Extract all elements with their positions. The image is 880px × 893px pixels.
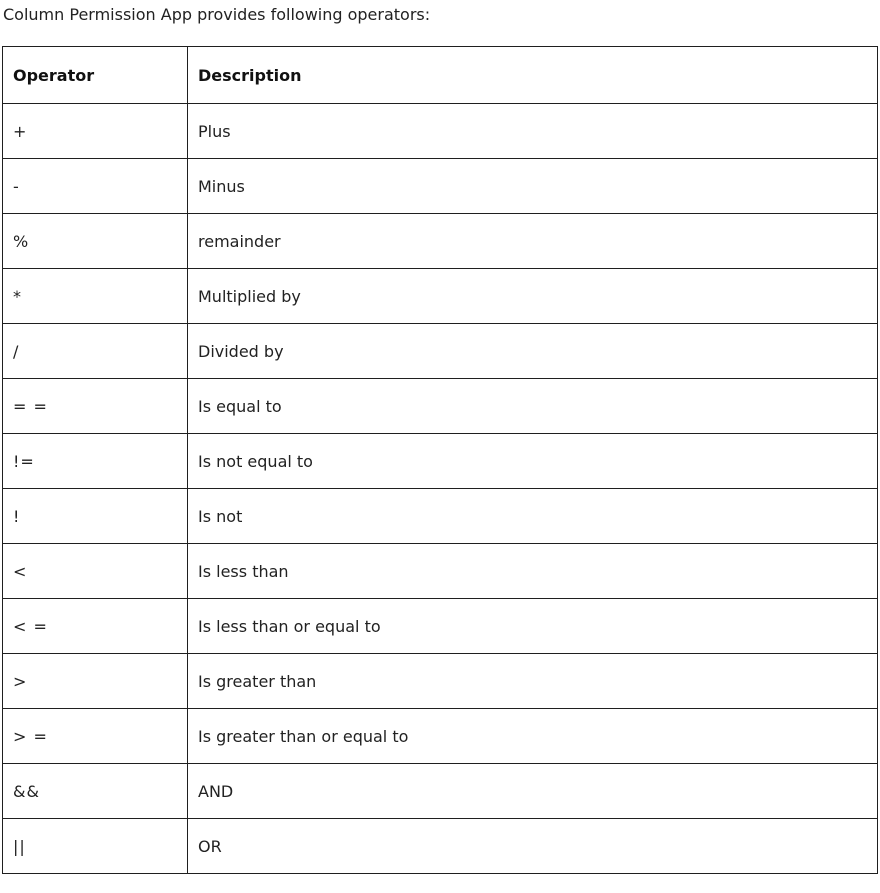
table-row xyxy=(3,709,878,764)
column-header-description: Description xyxy=(188,47,878,104)
table-row xyxy=(3,599,878,654)
description-cell: OR xyxy=(188,819,878,874)
description-cell: Is not equal to xyxy=(188,434,878,489)
intro-text: Column Permission App provides following operators: xyxy=(3,5,431,24)
operator-cell: - xyxy=(3,159,188,214)
operator-cell: < xyxy=(3,544,188,599)
description-cell: Is equal to xyxy=(188,379,878,434)
table-header-row xyxy=(3,47,878,104)
table-row xyxy=(3,489,878,544)
description-cell: remainder xyxy=(188,214,878,269)
description-cell: Is greater than xyxy=(188,654,878,709)
description-cell: Is not xyxy=(188,489,878,544)
operator-cell: % xyxy=(3,214,188,269)
operator-cell: ! xyxy=(3,489,188,544)
table-row xyxy=(3,269,878,324)
operator-cell: + xyxy=(3,104,188,159)
operator-cell: / xyxy=(3,324,188,379)
operator-cell: > xyxy=(3,654,188,709)
table-row xyxy=(3,379,878,434)
description-cell: Minus xyxy=(188,159,878,214)
table-row xyxy=(3,819,878,874)
operator-cell: * xyxy=(3,269,188,324)
operators-table xyxy=(2,46,878,874)
operator-cell: != xyxy=(3,434,188,489)
table-row xyxy=(3,764,878,819)
column-header-operator: Operator xyxy=(3,47,188,104)
table-row xyxy=(3,544,878,599)
table-row xyxy=(3,324,878,379)
table-row xyxy=(3,654,878,709)
table-row xyxy=(3,214,878,269)
operator-cell: && xyxy=(3,764,188,819)
operator-cell: = = xyxy=(3,379,188,434)
table-row xyxy=(3,434,878,489)
table-row xyxy=(3,159,878,214)
description-cell: Plus xyxy=(188,104,878,159)
operator-cell: || xyxy=(3,819,188,874)
description-cell: Multiplied by xyxy=(188,269,878,324)
description-cell: Divided by xyxy=(188,324,878,379)
operator-cell: < = xyxy=(3,599,188,654)
description-cell: Is less than or equal to xyxy=(188,599,878,654)
description-cell: Is greater than or equal to xyxy=(188,709,878,764)
description-cell: Is less than xyxy=(188,544,878,599)
table-row xyxy=(3,104,878,159)
description-cell: AND xyxy=(188,764,878,819)
operator-cell: > = xyxy=(3,709,188,764)
